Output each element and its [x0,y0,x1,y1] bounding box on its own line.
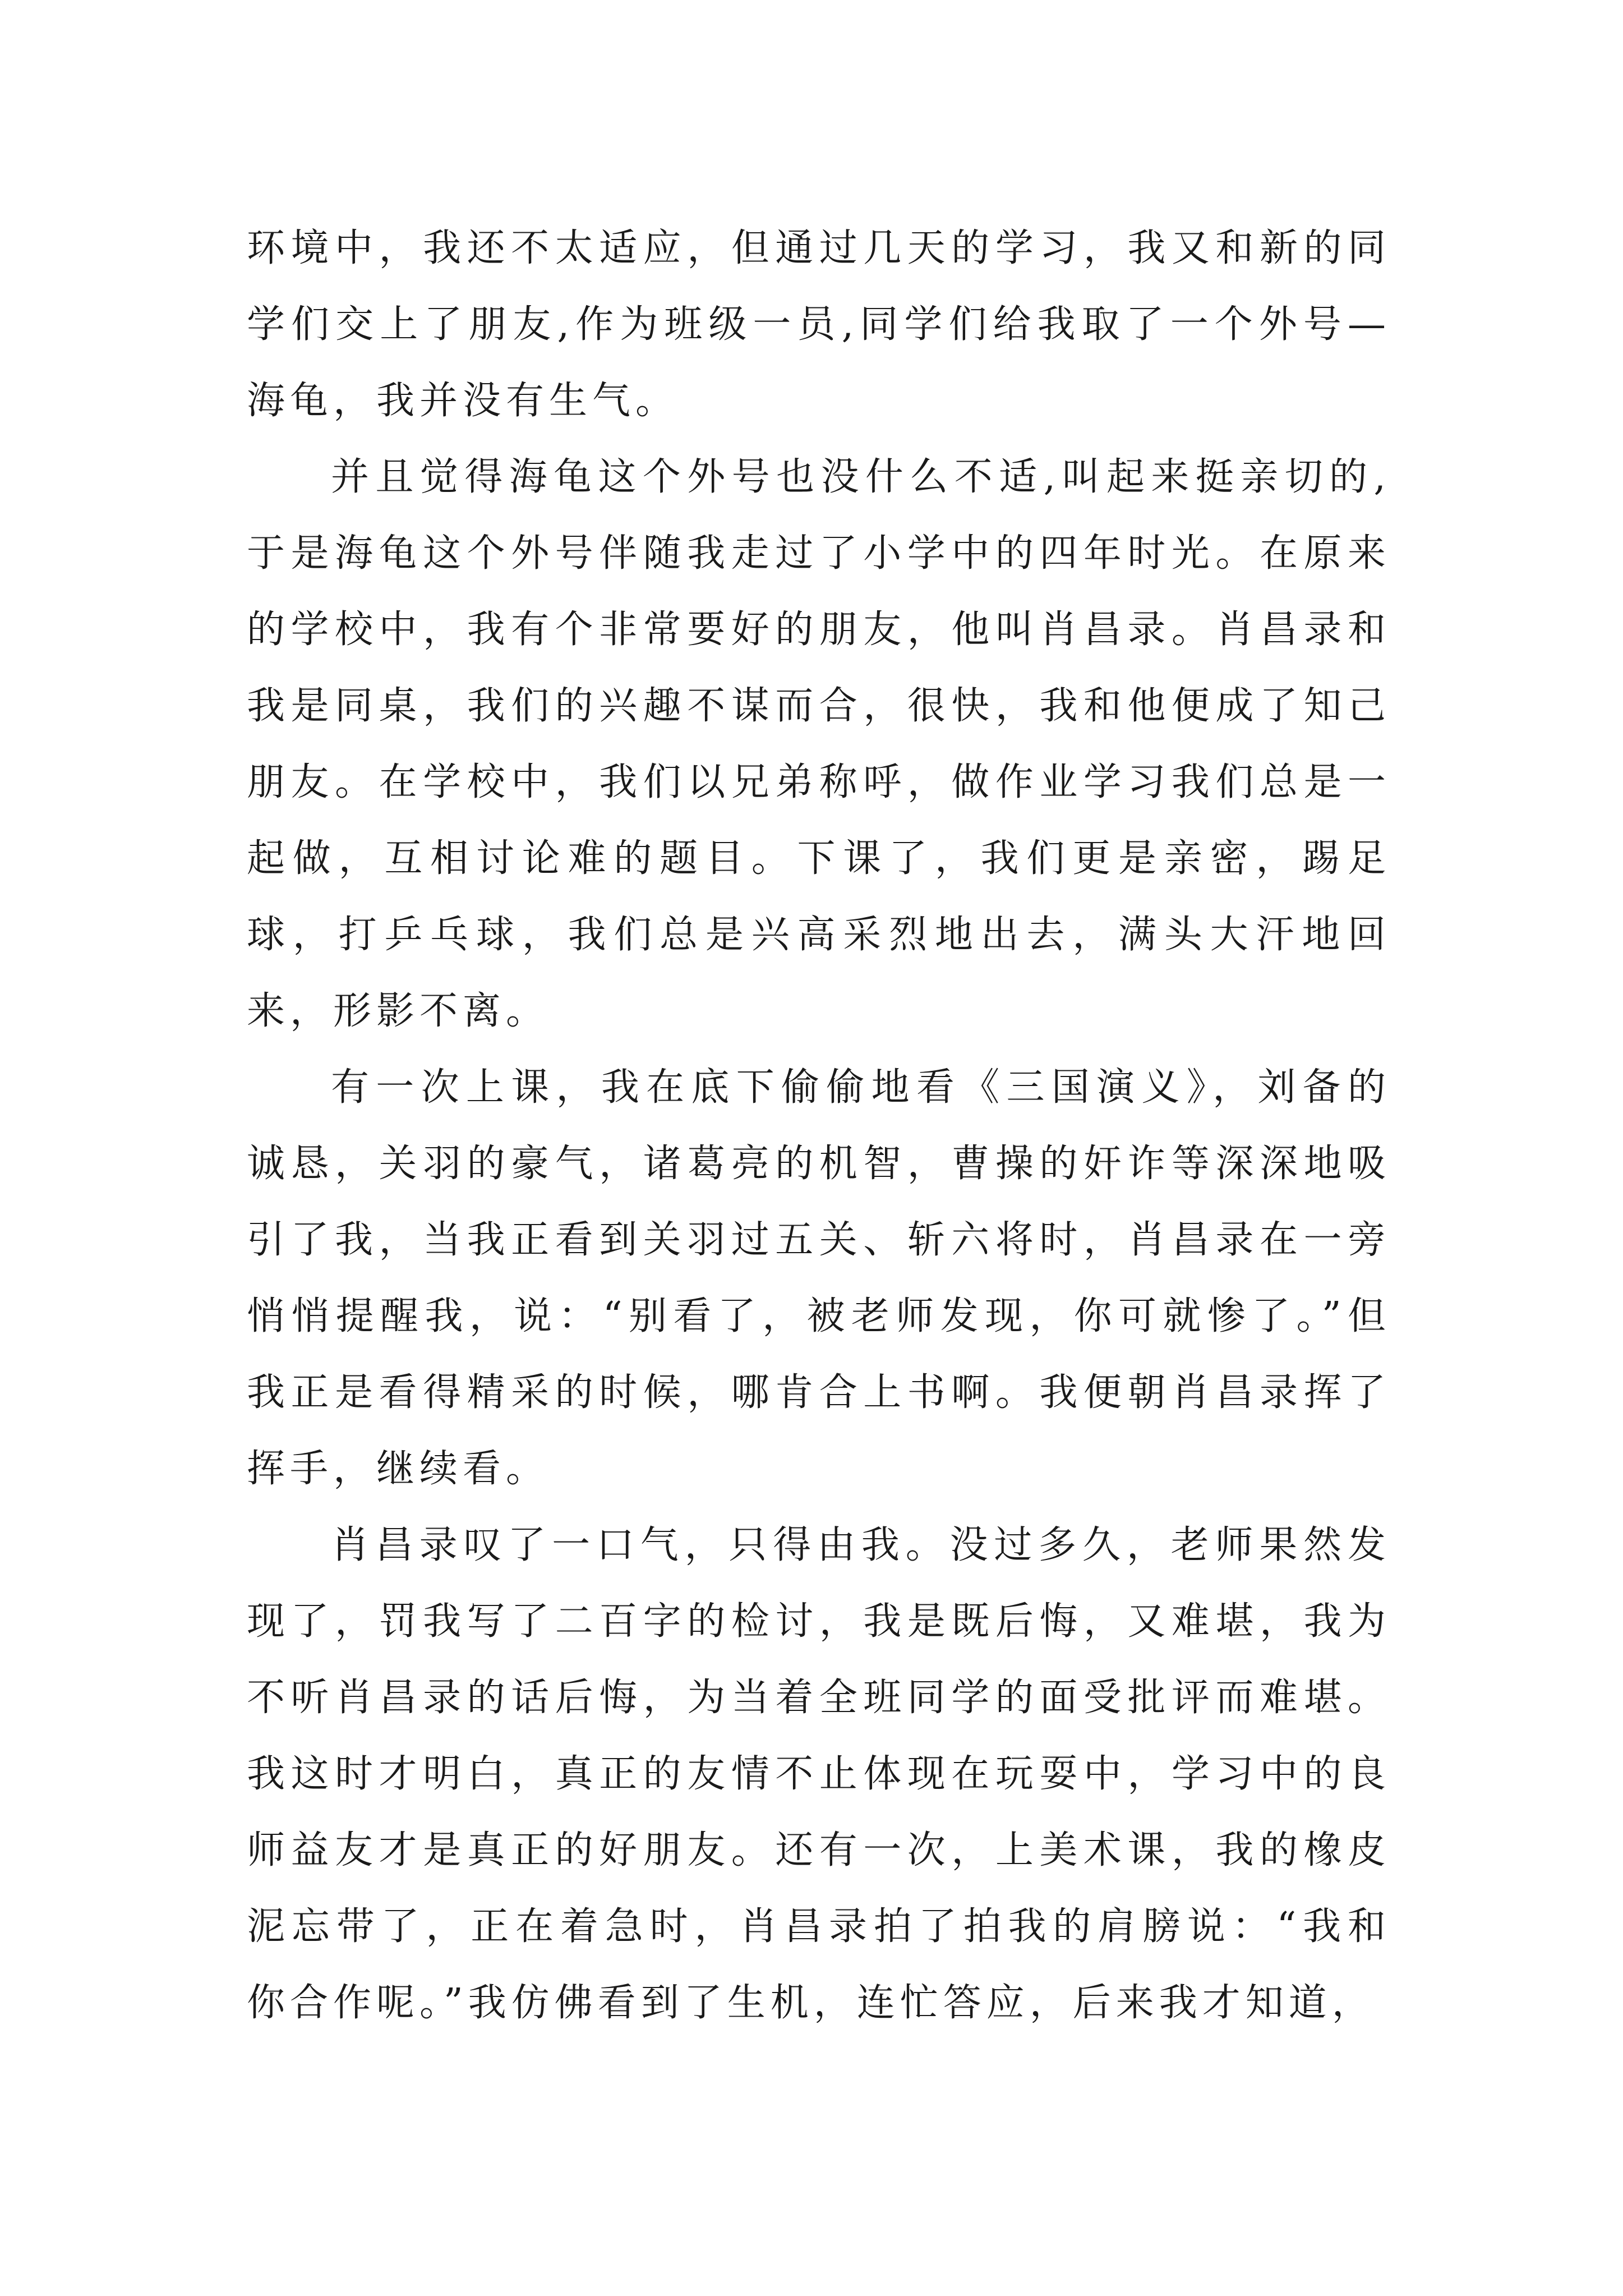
paragraph-1: 环境中，我还不太适应，但通过几天的学习，我又和新的同学们交上了朋友,作为班级一员,同学们给我取了一个外号—海龟，我并没有生气。 [247,226,1391,423]
paragraph-4: 肖昌录叹了一口气，只得由我。没过多久，老师果然发现了，罚我写了二百字的检讨，我是既后悔，又难堪，我为不听肖昌录的话后悔，为当着全班同学的面受批评而难堪。我这时才明白，真正的友情不止体现在玩耍中，学习中的良师益友才是真正的好朋友。还有一次，上美术课，我的橡皮泥忘带了，正在着急时，肖昌录拍了拍我的肩膀说：“我和你合作呢。”我仿佛看到了生机，连忙答应，后来我才知道， [247,1523,1391,2025]
paragraph-2: 并且觉得海龟这个外号也没什么不适,叫起来挺亲切的,于是海龟这个外号伴随我走过了小学中的四年时光。在原来的学校中，我有个非常要好的朋友，他叫肖昌录。肖昌录和我是同桌，我们的兴趣不谋而合，很快，我和他便成了知己朋友。在学校中，我们以兄弟称呼，做作业学习我们总是一起做，互相讨论难的题目。下课了，我们更是亲密，踢足球，打乒乓球，我们总是兴高采烈地出去，满头大汗地回来，形影不离。 [247,455,1391,1033]
paragraph-3: 有一次上课，我在底下偷偷地看《三国演义》，刘备的诚恳，关羽的豪气，诸葛亮的机智，曹操的奸诈等深深地吸引了我，当我正看到关羽过五关、斩六将时，肖昌录在一旁悄悄提醒我，说：“别看了，被老师发现，你可就惨了。”但我正是看得精采的时候，哪肯合上书啊。我便朝肖昌录挥了挥手，继续看。 [247,1065,1391,1491]
document-body [247,210,1391,2041]
